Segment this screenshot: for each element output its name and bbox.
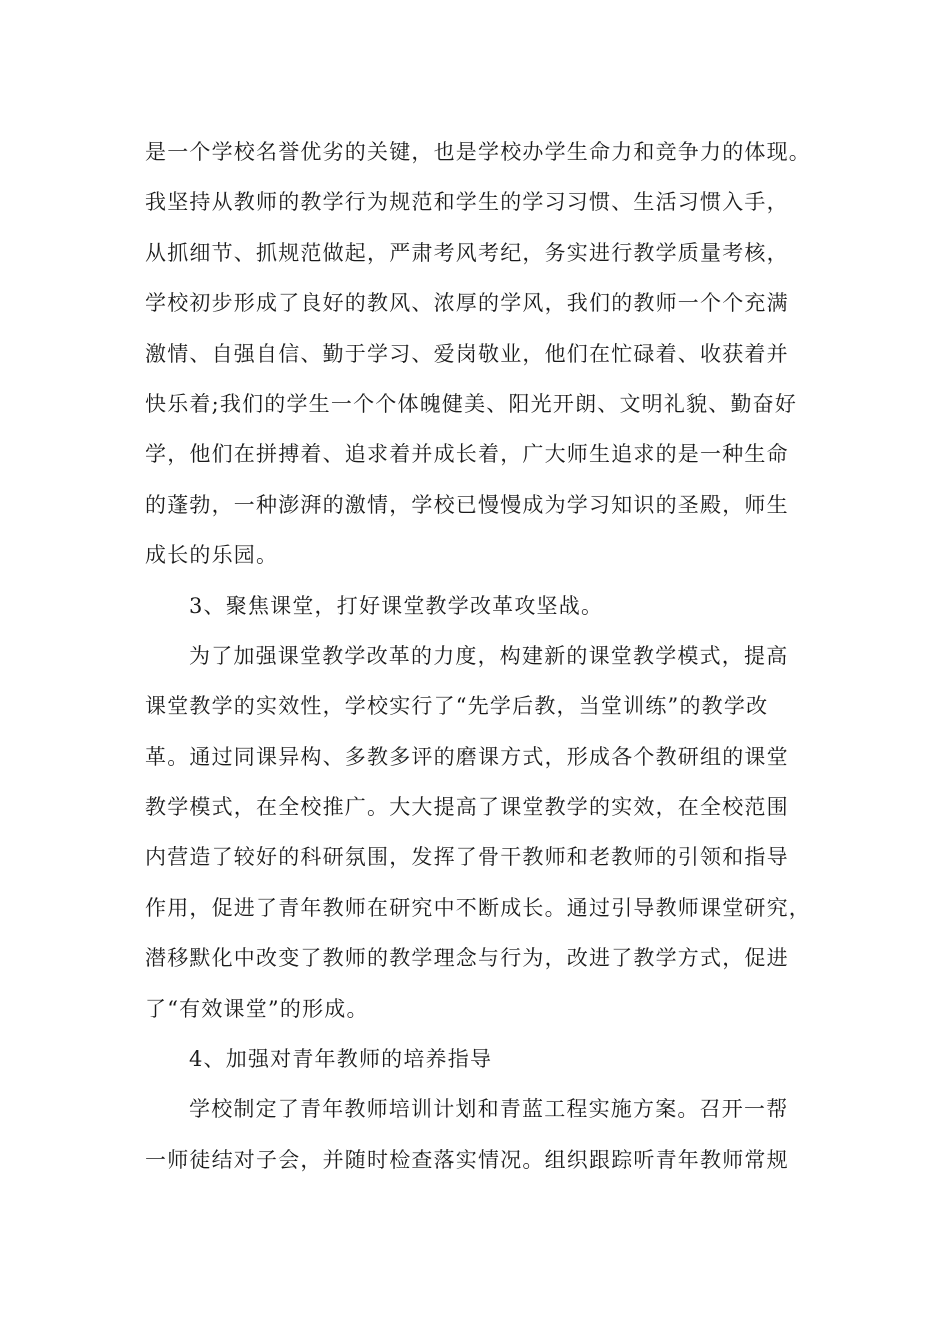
- text-line: 快乐着;我们的学生一个个体魄健美、阳光开朗、文明礼貌、勤奋好: [145, 391, 798, 416]
- text-line: 了“有效课堂”的形成。: [145, 996, 369, 1021]
- text-line: 教学模式，在全校推广。大大提高了课堂教学的实效，在全校范围: [145, 795, 789, 820]
- text-line: 4、加强对青年教师的培养指导: [189, 1047, 493, 1072]
- text-line: 作用，促进了青年教师在研究中不断成长。通过引导教师课堂研究，: [145, 895, 811, 920]
- text-line: 我坚持从教师的教学行为规范和学生的学习习惯、生活习惯入手，: [145, 190, 789, 215]
- document-body-text: [145, 127, 811, 1185]
- text-line: 潜移默化中改变了教师的教学理念与行为，改进了教学方式，促进: [145, 946, 789, 971]
- text-line: 成长的乐园。: [145, 543, 279, 568]
- text-line: 是一个学校名誉优劣的关键，也是学校办学生命力和竞争力的体现。: [145, 140, 811, 164]
- text-line: 从抓细节、抓规范做起，严肃考风考纪，务实进行教学质量考核，: [145, 240, 789, 265]
- text-line: 一师徒结对子会，并随时检查落实情况。组织跟踪听青年教师常规: [145, 1147, 789, 1172]
- text-line: 学校制定了青年教师培训计划和青蓝工程实施方案。召开一帮: [189, 1097, 789, 1122]
- text-line: 激情、自强自信、勤于学习、爱岗敬业，他们在忙碌着、收获着并: [145, 341, 789, 366]
- text-line: 学校初步形成了良好的教风、浓厚的学风，我们的教师一个个充满: [145, 291, 789, 316]
- text-line: 的蓬勃，一种澎湃的激情，学校已慢慢成为学习知识的圣殿，师生: [145, 492, 789, 517]
- text-line: 内营造了较好的科研氛围，发挥了骨干教师和老教师的引领和指导: [145, 845, 789, 870]
- text-line: 为了加强课堂教学改革的力度，构建新的课堂教学模式，提高: [189, 643, 789, 668]
- text-line: 革。通过同课异构、多教多评的磨课方式，形成各个教研组的课堂: [145, 744, 789, 769]
- text-line: 课堂教学的实效性，学校实行了“先学后教，当堂训练”的教学改: [145, 694, 769, 719]
- text-line: 3、聚焦课堂，打好课堂教学改革攻坚战。: [189, 593, 604, 618]
- text-line: 学，他们在拼搏着、追求着并成长着，广大师生追求的是一种生命: [145, 442, 789, 467]
